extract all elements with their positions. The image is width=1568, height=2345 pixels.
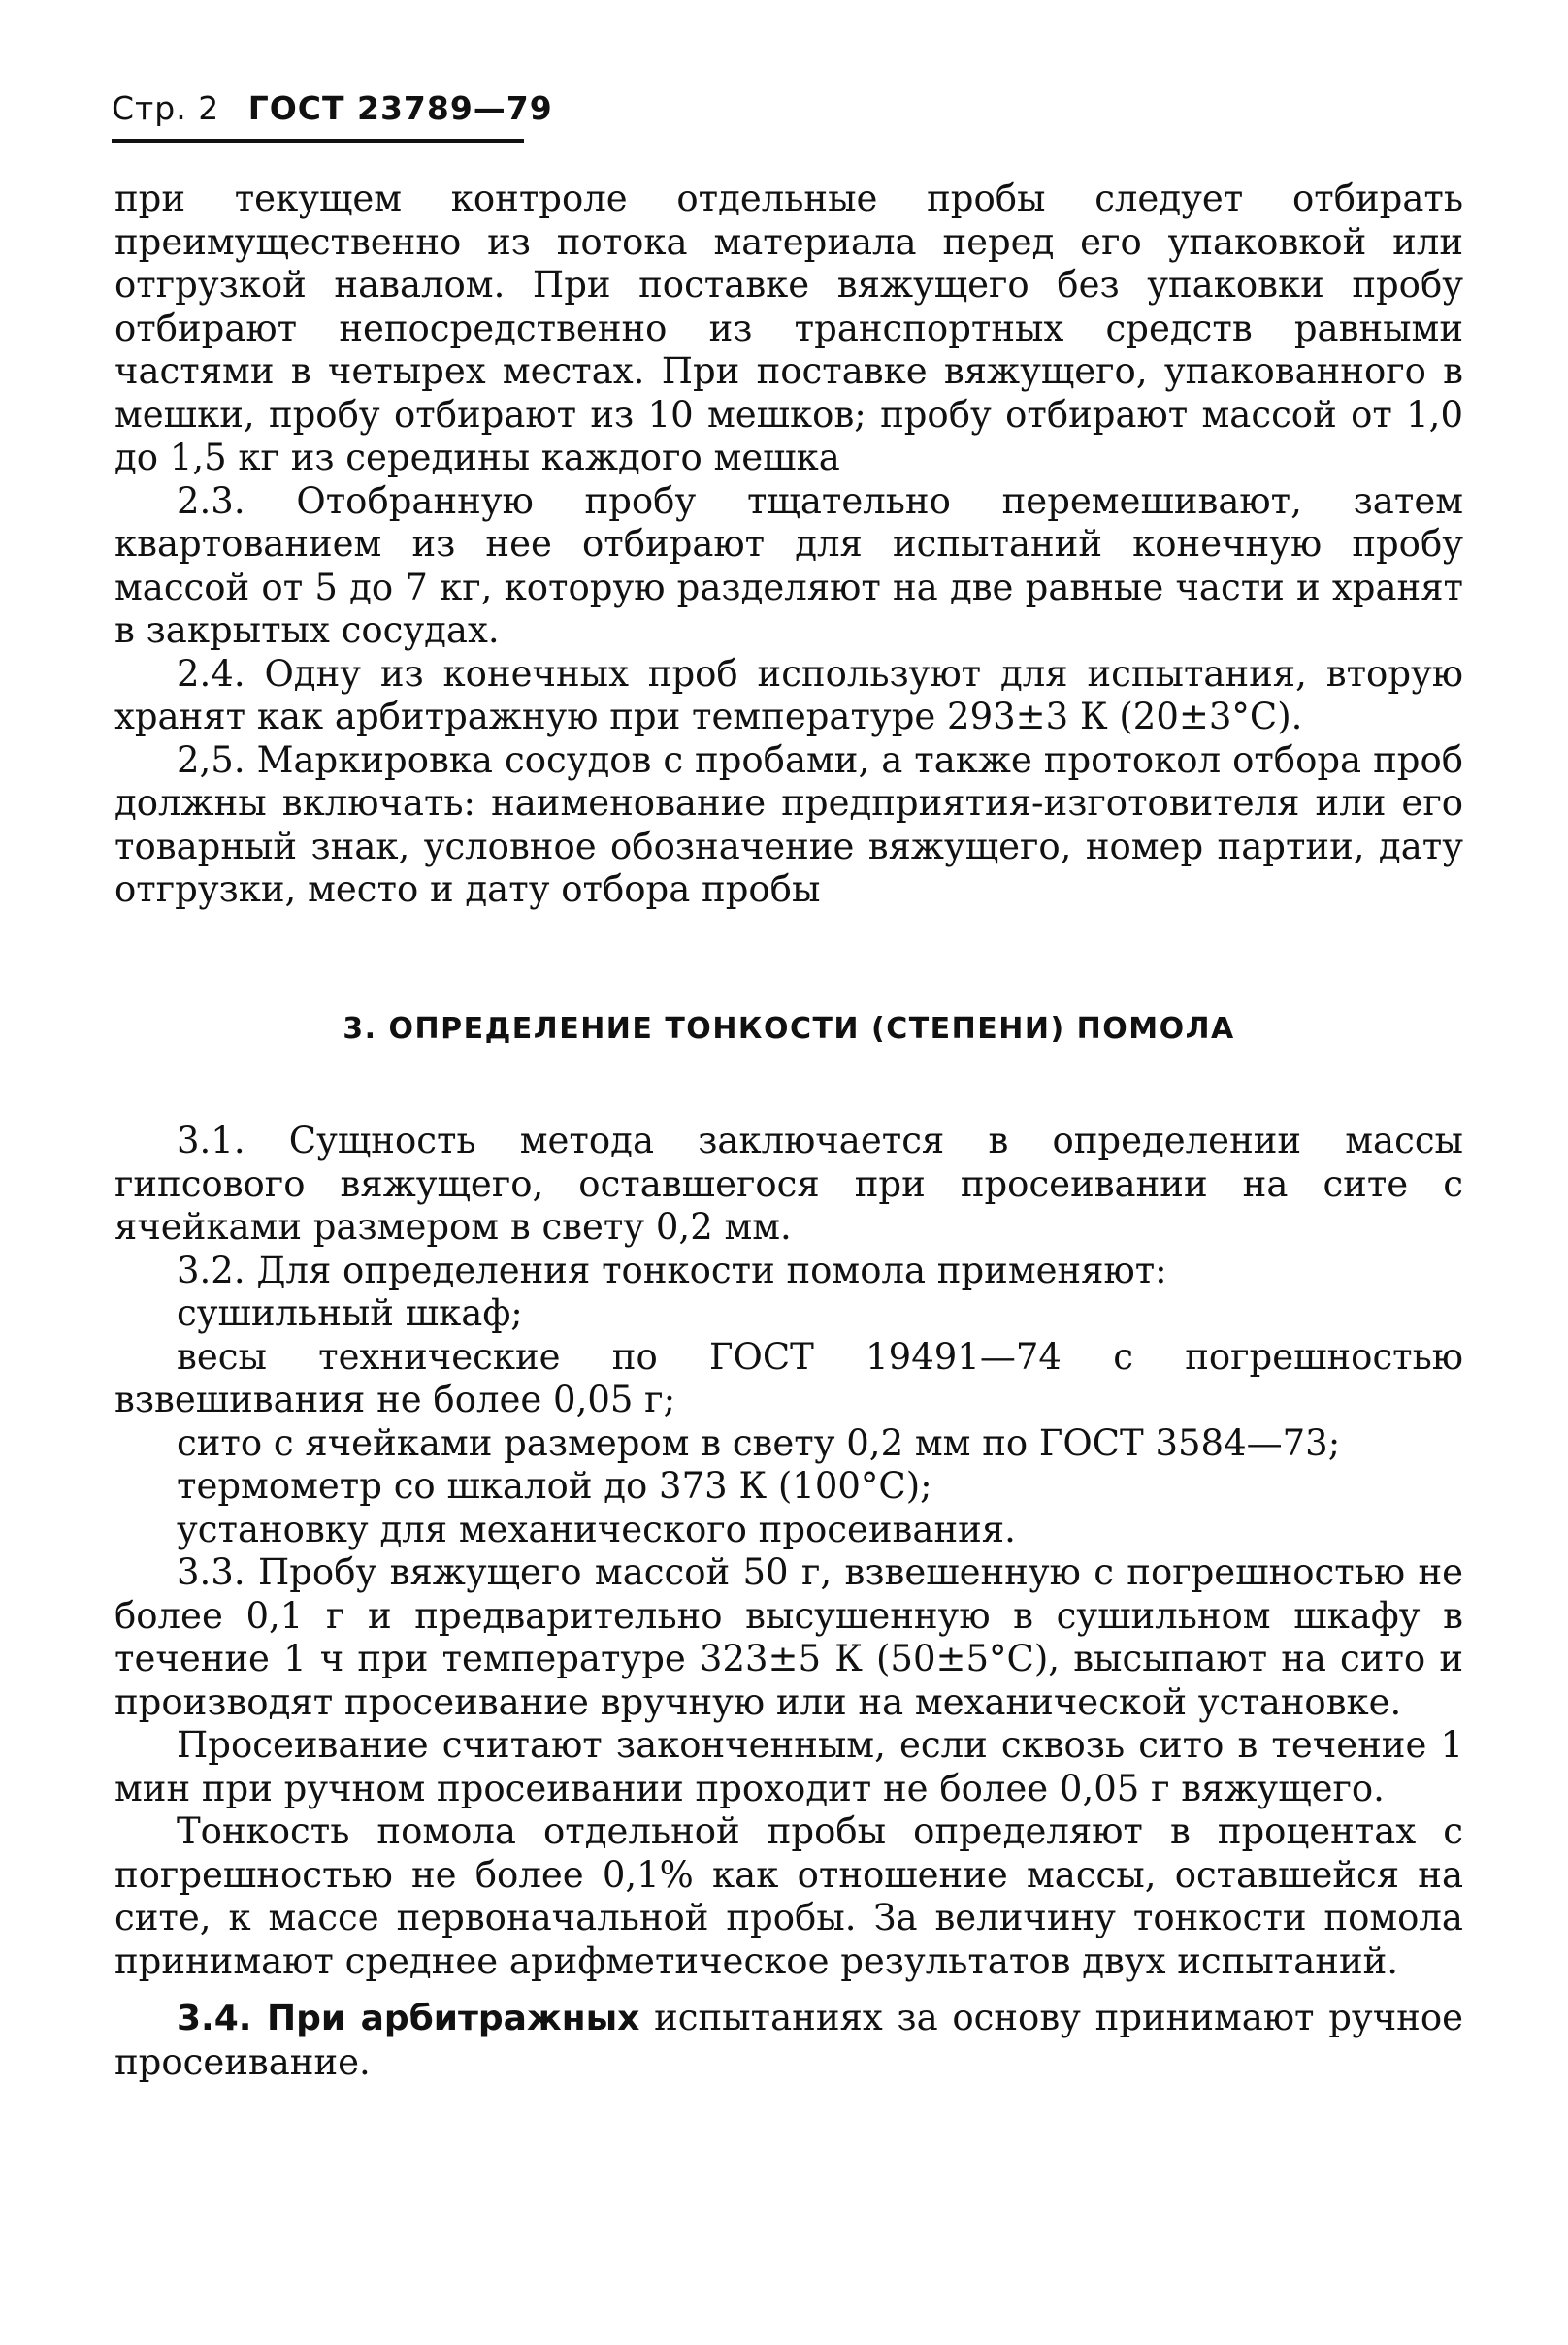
paragraph-3-2: 3.2. Для определения тонкости помола применяют: [177,1249,1167,1291]
paragraph-3-4-lead: 3.4. При арбитражных [177,1999,640,2038]
list-item-thermometer: термометр со шкалой до 373 К (100°С); [177,1465,932,1507]
paragraph-2-4: 2.4. Одну из конечных проб используют для испытания, вторую хранят как арбитражную при температуре 293±3 К (20±3°С). [114,652,1463,737]
page-number: Стр. 2 [112,89,220,127]
intro-section [114,178,1463,912]
paragraph-fineness: Тонкость помола отдельной пробы определяют в процентах с погрешностью не более 0,1% как отношение массы, оставшейся на сите, к массе первоначальной пробы. За величину тонкости помола принимают среднее арифметическое результатов двух испытаний. [114,1810,1463,1982]
section-title: 3. ОПРЕДЕЛЕНИЕ ТОНКОСТИ (СТЕПЕНИ) ПОМОЛА [343,1012,1235,1046]
list-item-drying-oven: сушильный шкаф; [177,1292,523,1334]
paragraph-3-1: 3.1. Сущность метода заключается в определении массы гипсового вяжущего, оставшегося при просеивании на сите с ячейками размером в свету 0,2 мм. [114,1120,1463,1248]
paragraph-sampling-continued: при текущем контроле отдельные пробы следует отбирать преимущественно из потока материала перед его упаковкой или отгрузкой навалом. При поставке вяжущего без упаковки пробу отбирают непосредственно из транспортных средств равными частями в четырех местах. При поставке вяжущего, упакованного в мешки, пробу отбирают из 10 мешков; пробу отбирают массой от 1,0 до 1,5 кг из середины каждого мешка [114,178,1463,478]
paragraph-2-3: 2.3. Отобранную пробу тщательно перемешивают, затем квартованием из нее отбирают для испытаний конечную пробу массой от 5 до 7 кг, которую разделяют на две равные части и хранят в закрытых сосудах. [114,479,1463,651]
paragraph-3-4-rest: испытаниях за основу принимают ручное просеивание. [114,1997,1463,2083]
paragraph-sieving-complete: Просеивание считают законченным, если сквозь сито в течение 1 мин при ручном просеивании проходит не более 0,05 г вяжущего. [114,1724,1463,1809]
list-item-sieve: сито с ячейками размером в свету 0,2 мм по ГОСТ 3584—73; [177,1421,1341,1464]
section-3-body [114,1120,1463,2084]
list-item-sieving-unit: установку для механического просеивания. [177,1508,1016,1550]
standard-code: ГОСТ 23789—79 [247,89,553,127]
page-header [112,89,553,127]
header-rule [112,139,524,143]
paragraph-3-4 [114,1997,1463,2084]
list-item-scales: весы технические по ГОСТ 19491—74 с погрешностью взвешивания не более 0,05 г; [114,1335,1463,1420]
paragraph-3-3: 3.3. Пробу вяжущего массой 50 г, взвешенную с погрешностью не более 0,1 г и предварительно высушенную в сушильном шкафу в течение 1 ч при температуре 323±5 К (50±5°С), высыпают на сито и производят просеивание вручную или на механической установке. [114,1551,1463,1723]
paragraph-2-5: 2,5. Маркировка сосудов с пробами, а также протокол отбора проб должны включать: наименование предприятия-изготовителя или его товарный знак, условное обозначение вяжущего, номер партии, дату отгрузки, место и дату отбора пробы [114,738,1463,910]
